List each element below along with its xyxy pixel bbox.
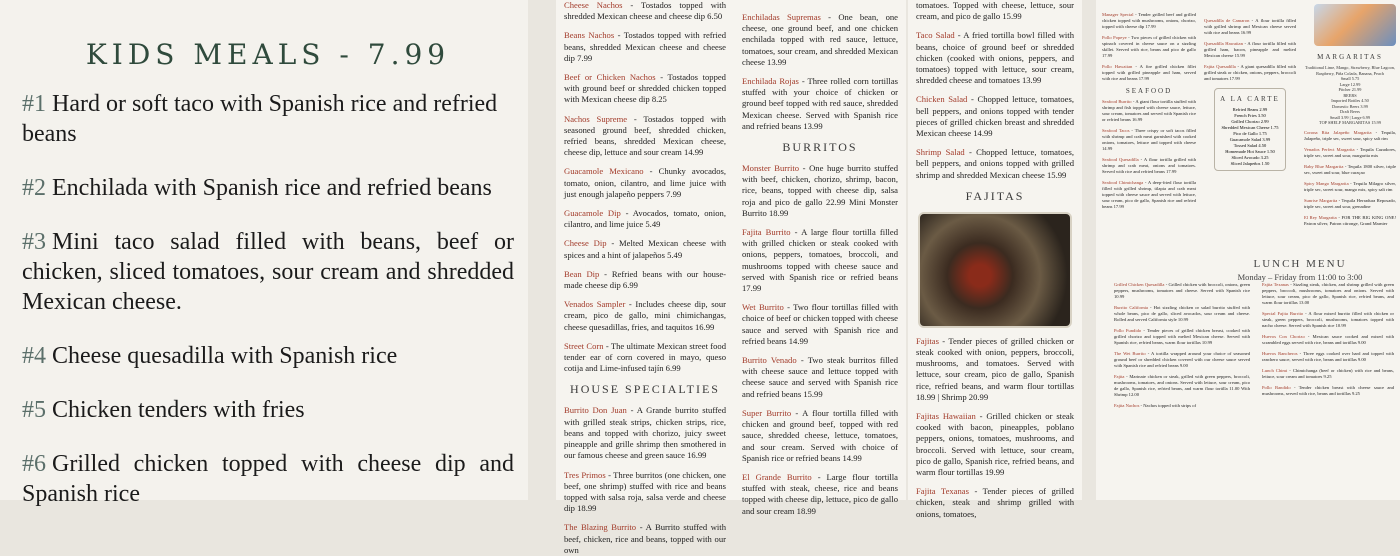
menu-item	[1262, 385, 1394, 397]
menu-item-description: - The ultimate Mexican street food tender ear of corn covered in mayo, queso cotija and Lime-infused tajín 6.99	[564, 340, 727, 374]
menu-item-name: Burrito Don Juan	[564, 405, 627, 416]
kids-meal-number: #6	[22, 451, 46, 477]
drink-line: Small 5.75	[1340, 76, 1360, 81]
menu-item-description: - A flour tortilla filled with grilled ham, bacon, pineapple and melted Mexican cheese 15.99	[1204, 41, 1296, 58]
menu-item	[564, 405, 726, 461]
menu-item-name: Manager Special	[1102, 12, 1134, 17]
menu-item-description: - A flour tortilla filled with chicken and ground beef, topped with red sauce, shredded cheese, lettuce, tomatoes, and sour cream. Served with choice of Spanish rice or refried beans 14.99	[742, 407, 898, 463]
menu-item-name: Lunch Chimi	[1262, 368, 1288, 373]
menu-item-description: - Tender pieces of grilled chicken or steak cooked with onion, peppers, broccoli, mushrooms, and tomatoes. Served with lettuce, sour cream, pico de gallo, Spanish rice, refried beans, and warm flour tortillas 18.99 | Shrimp 20.99	[916, 335, 1074, 402]
menu-item-name: Venados Perfect Margarita	[1304, 146, 1355, 152]
section-heading-burritos: BURRITOS	[782, 140, 858, 155]
menu-item-description: - A giant flour tortilla stuffed with shrimp and fish topped with cheese sauce, lettuce, sour cream, tomatoes and served with Spanish rice or refried beans 16.99	[1102, 99, 1196, 122]
a-la-carte-line: Shredded Mexican Cheese 1.75	[1221, 125, 1279, 130]
menu-item-description: - Tender chicken breast with cheese sauce and mushrooms, served with rice, beans and tortillas 9.25	[1262, 385, 1394, 396]
menu-item-description: - Tender pieces of grilled chicken breast, cooked with grilled chorizo and topped with melted Mexican cheese. Served with Spanish rice, refried beans, warm flour tortillas 10.99	[1114, 328, 1250, 345]
menu-item-description: - A fire grilled chicken fillet topped with grilled pineapple and ham, served with rice and beans 17.99	[1102, 64, 1196, 81]
menu-item	[1102, 180, 1196, 210]
drink-line: TOP SHELF MARGARITAS 15.99	[1319, 120, 1381, 125]
menu-item-description: - A flour mixed burrito filled with chicken or steak, green peppers, broccoli, mushrooms, tomatoes topped with nacho cheese. Served with Spanish rice 10.99	[1262, 311, 1394, 328]
menu-item	[1102, 12, 1196, 30]
menu-item-name: Wet Burrito	[742, 302, 784, 313]
section-heading-fajitas: FAJITAS	[965, 188, 1025, 203]
menu-item-name: Fajitas Hawaiian	[916, 411, 976, 422]
drink-line: Large 12.99	[1339, 81, 1361, 87]
menu-item	[916, 336, 1074, 403]
menu-item-name: Huevos Rancheros	[1262, 351, 1298, 356]
menu-item-description: - Tostados topped with shredded Mexican cheese and cheese dip 6.50	[564, 0, 726, 22]
menu-item-description: - Tequila Cazadores, triple sec, sweet and sour, margarita mix	[1304, 146, 1396, 158]
kids-meal-number: #5	[22, 397, 46, 423]
menu-item	[564, 0, 726, 22]
menu-item	[1102, 99, 1196, 123]
menu-item-name: Burrito Venado	[742, 355, 797, 366]
menu-item-description: - Tostados topped with seasoned ground beef, shredded chicken, refried beans, shredded Mexican cheese, cheese dip, lettuce and sour cream 14.99	[564, 113, 726, 158]
kids-meals-panel	[0, 0, 528, 507]
menu-item-name: Taco Salad	[916, 30, 955, 41]
section-heading-house-specialties: HOUSE SPECIALTIES	[570, 382, 720, 397]
menu-item-description: - Hot sizzling chicken or salad burrito stuffed with whole beans, pico de gallo, sliced avocados, sour cream and cheese. Rolled and served California style 10.99	[1114, 305, 1251, 322]
menu-item-name: Seafood Tacos	[1102, 128, 1130, 133]
menu-item	[916, 486, 1074, 520]
menu-item	[1304, 215, 1396, 227]
menu-column-salads-fajitas	[908, 0, 1082, 519]
menu-item-name: Pollo Bandido	[1262, 385, 1291, 390]
menu-item-description: - A Grande burrito stuffed with grilled steak strips, chicken strips, rice, beans and topped with chorizo, juicy sweet pineapple and grille shrimp then smothered in our famous cheese and green sauce 16.99	[564, 405, 726, 461]
menu-item	[1114, 328, 1250, 346]
menu-item	[742, 472, 898, 517]
menu-item-description: - A deep-fried flour tortilla filled with grilled shrimp, tilapia and crab meat topped with cheese sauce and served with lettuce, sour cream, pico de gallo, Spanish rice and refried beans 17.99	[1102, 180, 1196, 209]
menu-item-name: Fajita Quesadilla	[1204, 64, 1236, 69]
menu-item	[1304, 147, 1396, 159]
menu-item-description: - Large flour tortilla stuffed with steak, cheese, rice and beans topped with cheese dip, lettuce, pico de gallo and sour cream 18.99	[742, 471, 898, 516]
menu-item-name: The Blazing Burrito	[564, 522, 637, 533]
menu-item-description: - A flour tortilla filled with grilled shrimp and Mexican cheese served with rice and beans 16.99	[1204, 18, 1297, 35]
menu-item-name: Monster Burrito	[742, 163, 800, 174]
menu-item-name: Quesadilla Hawaiian	[1204, 41, 1243, 46]
menu-item	[742, 355, 898, 400]
menu-item-description: - A tortilla wrapped around your choice of seasoned ground beef or shredded chicken covered with our cheese sauce served with Spanish rice and refried beans 9.00	[1114, 351, 1250, 368]
menu-item	[916, 94, 1074, 139]
menu-item	[1304, 130, 1396, 142]
menu-column-appetizers	[556, 0, 734, 555]
menu-item-description: - Refried beans with our house-made cheese dip 6.99	[564, 268, 727, 291]
menu-item-description: - A Burrito stuffed with beef, chicken, rice and beans, topped with our own	[564, 522, 726, 555]
menu-item-name: Sunrise Margarita	[1304, 197, 1338, 203]
menu-item-name: Bean Dip	[564, 268, 600, 279]
menu-item-description: - Chunky avocados, tomato, onion, cilantro, and lime juice with just enough jalapeño peppers 7.99	[564, 166, 727, 199]
menu-item-name: Pollo Hawaiian	[1102, 64, 1133, 69]
menu-item-name: Fajita Nachos	[1114, 403, 1140, 408]
menu-item	[1114, 305, 1250, 323]
menu-item-name: Seafood Burrito	[1102, 99, 1132, 104]
kids-meal-item	[22, 395, 514, 425]
menu-item-description: - Tequila Herradura Reposado, triple sec, sweet and sour, grenadine	[1304, 197, 1396, 209]
menu-item-name: Venados Sampler	[564, 299, 626, 310]
drink-line: Domestic Beers 3.99	[1332, 103, 1368, 109]
menu-item	[916, 30, 1074, 86]
lunch-menu-right-column	[1256, 282, 1400, 500]
menu-item-description: - Grilled chicken with broccoli, onions, green peppers, mushrooms, tomatoes and cheese. Served with Spanish rice 10.99	[1114, 282, 1250, 299]
menu-item-name: Pollo Popeye	[1102, 35, 1127, 40]
menu-item	[1102, 128, 1196, 152]
menu-item-name: Enchiladas Supremas	[742, 12, 821, 22]
menu-item-description: - Chopped lettuce, tomatoes, bell peppers, and onions topped with tender pieces of grilled chicken breast and shredded Mexican cheese 14.99	[916, 94, 1074, 139]
menu-item-description: - Three eggs cooked over hard and topped with ranchero sauce, served with rice, beans and tortillas 9.00	[1262, 351, 1395, 362]
menu-item	[564, 114, 726, 159]
kids-meal-number: #2	[22, 175, 46, 201]
menu-item-name: Beef or Chicken Nachos	[564, 72, 656, 83]
menu-item-description: - Tender pieces of grilled chicken, steak and shrimp grilled with onions, tomatoes,	[916, 486, 1074, 519]
menu-item-description: - Mexican sauce cooked and mixed with scrambled eggs served with rice, beans and tortillas 9.00	[1262, 334, 1394, 345]
menu-item-name: El Rey Margarita	[1304, 214, 1337, 220]
drink-line: Traditional Lime, Mango, Strawberry, Blue Lagoon,	[1305, 65, 1395, 70]
menu-item	[564, 299, 726, 333]
menu-item	[1262, 368, 1394, 380]
menu-item-name: Seafood Quesadilla	[1102, 157, 1139, 162]
kids-meal-number: #3	[22, 229, 46, 255]
menu-item-description: - A large flour tortilla filled with grilled chicken or steak cooked with onions, peppers, tomatoes, broccoli, and mushrooms topped with cheese sauce and served with Spanish rice or refried beans 17.99	[742, 227, 898, 294]
menu-item	[742, 76, 898, 132]
menu-item	[1304, 181, 1396, 193]
a-la-carte-line: Homemade Hot Sauce 1.50	[1225, 149, 1275, 154]
kids-meal-text: Grilled chicken topped with cheese dip and Spanish rice	[22, 451, 514, 507]
menu-item-description: - Chopped lettuce, tomatoes, bell peppers, and onions topped with grilled shrimp and shredded Mexican cheese 15.99	[916, 147, 1074, 180]
menu-item-name: Special Fajita Burrito	[1262, 311, 1304, 316]
menu-item	[564, 208, 726, 230]
menu-item-name: Guacamole Dip	[564, 208, 621, 219]
menu-item	[1114, 374, 1250, 398]
menu-item	[564, 341, 726, 375]
menu-item	[1304, 198, 1396, 210]
menu-item	[1102, 35, 1196, 59]
menu-item-description: - Three burritos (one chicken, one beef, one shrimp) stuffed with rice and beans topped with salsa roja, salsa verde and cheese dip 18.99	[564, 469, 726, 514]
a-la-carte-line: Sliced Avocado 3.25	[1231, 155, 1269, 160]
drink-line: Imported Bottles 4.50	[1331, 98, 1369, 103]
menu-item	[1204, 41, 1296, 59]
menu-item-description: - A giant quesadilla filled with grilled steak or chicken, onions, peppers, broccoli and tomatoes 17.99	[1204, 64, 1296, 81]
menu-item-name: Shrimp Salad	[916, 147, 965, 158]
menu-column-burritos	[734, 0, 906, 516]
kids-meal-item	[22, 449, 514, 509]
menu-item-name: Fajitas	[916, 335, 939, 346]
section-heading-margaritas: MARGARITAS	[1317, 53, 1383, 61]
menu-item-description: - Two pieces of grilled chicken with spinach covered in cheese sauce on a sizzling skillet. Served with rice, beans and pico de gallo 17.99	[1102, 35, 1196, 58]
menu-item	[742, 408, 898, 464]
menu-item	[1102, 64, 1196, 82]
kids-meal-item	[22, 173, 514, 203]
menu-item	[1304, 164, 1396, 176]
menu-item-description: - Tender grilled beef and grilled chicken topped with mushrooms, onions, chorizo, topped with cheese dip 17.99	[1102, 12, 1197, 29]
a-la-carte-line: French Fries 3.50	[1234, 113, 1266, 118]
menu-item-name: Huevos Con Chorizo	[1262, 334, 1305, 339]
menu-item	[916, 411, 1074, 478]
kids-meal-text: Chicken tenders with fries	[52, 397, 305, 423]
kids-meal-number: #1	[22, 91, 46, 117]
menu-item-name: Street Corn	[564, 340, 604, 351]
menu-item-name: Guacamole Mexicano	[564, 166, 644, 177]
menu-item-name: Cheese Dip	[564, 238, 607, 249]
menu-item	[564, 522, 726, 556]
fajitas-photo	[918, 212, 1072, 328]
menu-item-description: - Sizzling steak, chicken, and shrimp grilled with green peppers, broccoli, mushrooms, tomatoes and onions. Served with lettuce, sour cream, pico de gallo, Spanish rice, refried beans, and warm flour tortillas 13.00	[1262, 282, 1394, 305]
menu-item	[742, 302, 898, 347]
menu-item-description: - Marinate chicken or steak, grilled with green peppers, broccoli, mushrooms, tomatoes, and onions. Served with lettuce, sour cream, pico de gallo, Spanish rice, refried beans, and warm flour tortilla 11.00 With Shrimp 12.00	[1114, 374, 1250, 397]
kids-meal-text: Cheese quesadilla with Spanish rice	[52, 343, 398, 369]
menu-item	[1204, 18, 1296, 36]
drink-line: BEERS	[1343, 92, 1357, 98]
menu-item	[916, 0, 1074, 22]
menu-item-description: - A fried tortilla bowl filled with beans, choice of ground beef or shredded chicken (cooked with onions, peppers, and tomatoes) topped with lettuce, sour cream, shredded cheese and tomatoes 13.99	[916, 30, 1074, 86]
a-la-carte-line: Refried Beans 2.99	[1232, 107, 1268, 112]
menu-item-description: - Grilled chicken or steak cooked with bacon, pineapples, poblano peppers, onions, tomatoes, mushrooms, and broccoli. Served with lettuce, sour cream, pico de gallo, Spanish rice, refried beans, and warm flour tortillas 19.99	[916, 411, 1074, 478]
kids-meal-item	[22, 227, 514, 317]
section-heading-a-la-carte: A LA CARTE	[1220, 95, 1280, 103]
menu-item-description: - Tostados topped with refried beans, shredded Mexican cheese and cheese dip 7.99	[564, 30, 726, 63]
menu-item	[1114, 403, 1250, 409]
menu-item-name: El Grande Burrito	[742, 471, 812, 482]
lunch-menu-left-column	[1108, 282, 1256, 500]
menu-item-description: - FOR THE BIG KING ONE! Patron silver, Patron citronge, Grand Marnier	[1304, 214, 1396, 226]
a-la-carte-line: Grilled Chorizo 2.99	[1231, 119, 1269, 124]
menu-item	[1262, 282, 1394, 306]
menu-item-name: Enchilada Rojas	[742, 76, 799, 87]
kids-meals-title: KIDS MEALS - 7.99	[85, 38, 451, 71]
drink-line: Raspberry, Piña Colada, Banana, Peach	[1316, 70, 1384, 76]
menu-item-name: Super Burrito	[742, 407, 792, 418]
menu-item	[1102, 157, 1196, 175]
menu-item-name: Fajita	[1114, 374, 1125, 379]
section-heading-seafood: SEAFOOD	[1125, 87, 1173, 95]
menu-item-name: Pollo Fundido	[1114, 328, 1142, 333]
menu-item-description: - Tequila, Jalapeño, triple sec, sweet sour, spicy salt rim	[1304, 129, 1396, 141]
menu-item-description: - Three rolled corn tortillas stuffed with your choice of chicken or ground beef topped with red sauce, shredded Mexican cheese. Served with Spanish rice and refried beans 13.99	[742, 76, 898, 131]
a-la-carte-box	[1214, 88, 1286, 171]
menu-item-description: - Includes cheese dip, sour cream, pico de gallo, mini chimichangas, cheese quesadillas, fries, and taquitos 16.99	[564, 299, 727, 332]
menu-item	[1262, 334, 1394, 346]
margarita-photo	[1314, 4, 1396, 46]
menu-item	[564, 269, 726, 291]
menu-item	[564, 238, 726, 260]
menu-item-name: Burrito California	[1114, 305, 1148, 310]
a-la-carte-line: Sliced Jalapeños 1.50	[1230, 161, 1270, 166]
menu-item-description: - Melted Mexican cheese with spices and a hint of jalapeños 5.49	[564, 238, 726, 260]
menu-item-description: - Two steak burritos filled with cheese sauce and lettuce topped with cheese sauce and served with Spanish rice and refried beans 15.99	[742, 355, 898, 399]
menu-item-description: - Tostados topped with ground beef or shredded chicken topped with Mexican cheese dip 8.25	[564, 72, 726, 105]
kids-meal-number: #4	[22, 343, 46, 369]
menu-item-description: - One bean, one cheese, one ground beef, and one chicken enchilada topped with red sauce, lettuce, tomatoes, sour cream, and shredded Mexican cheese 13.99	[742, 12, 898, 67]
drink-line: Pitcher 21.99	[1338, 87, 1362, 92]
menu-item-description: - Tequila Milagro silver, triple sec, sweet sour, mango mix, spicy salt rim	[1304, 180, 1396, 192]
menu-item	[742, 227, 898, 294]
kids-meal-text: Mini taco salad filled with beans, beef or chicken, sliced tomatoes, sour cream and shredded Mexican cheese.	[22, 229, 514, 315]
menu-item	[742, 12, 898, 68]
menu-item-name: Nachos Supreme	[564, 113, 628, 124]
menu-item	[564, 470, 726, 515]
menu-item-name: Corona Rita Jalapeño Margarita	[1304, 129, 1372, 135]
menu-item	[916, 147, 1074, 181]
menu-item-description: - Nachos topped with strips of	[1139, 403, 1197, 408]
menu-item-description: - A flour tortilla grilled with shrimp and crab meat, onions and tomatoes. Served with rice and refried beans 17.99	[1102, 157, 1196, 174]
menu-item-name: Spicy Mango Margarita	[1304, 180, 1349, 186]
menu-item-description: - Three crispy or soft tacos filled with shrimp and crab meat garnished with cooked onions, tomatoes, lettuce and topped with cheese 14.99	[1102, 128, 1196, 151]
menu-item	[1262, 311, 1394, 329]
a-la-carte-line: Pico de Gallo 1.75	[1233, 131, 1267, 136]
menu-item-name: Fajita Texanas	[1262, 282, 1289, 287]
kids-meals-list	[22, 89, 514, 509]
drink-line: Small 3.99 | Large 6.99	[1329, 114, 1371, 120]
menu-item	[1114, 351, 1250, 369]
menu-item-name: Cheese Nachos	[564, 0, 623, 10]
menu-item-name: Fajita Texanas	[916, 486, 969, 497]
menu-item-name: Tres Primos	[564, 469, 606, 480]
menu-item-description: - Avocados, tomato, onion, cilantro, and lime juice 5.49	[564, 208, 726, 230]
menu-item	[1204, 64, 1296, 82]
menu-item	[1262, 351, 1394, 363]
kids-meal-text: Enchilada with Spanish rice and refried beans	[52, 175, 492, 201]
kids-meal-item	[22, 341, 514, 371]
menu-item-name: Quesadilla de Camaron	[1204, 18, 1250, 23]
menu-item-description: - Tequila 1800 silver, triple sec, sweet and sour, blue curaçao	[1304, 163, 1396, 175]
menu-item-name: Seafood Chimichanga	[1102, 180, 1144, 185]
menu-item-description: tomatoes. Topped with cheese, lettuce, sour cream, and pico de gallo 15.99	[916, 0, 1074, 22]
menu-item-name: Chicken Salad	[916, 94, 968, 105]
menu-item-name: The Wet Burrito	[1114, 351, 1146, 356]
kids-meal-text: Hard or soft taco with Spanish rice and refried beans	[22, 91, 498, 147]
lunch-menu-title: LUNCH MENU	[1253, 258, 1347, 270]
a-la-carte-line: Guacamole Salad 3.99	[1229, 137, 1271, 142]
menu-item	[564, 72, 726, 106]
menu-item-name: Baby Blue Margarita	[1304, 163, 1344, 169]
menu-item	[564, 166, 726, 200]
kids-meal-item	[22, 89, 514, 149]
menu-item-description: - One huge burrito stuffed with beef, chicken, chorizo, shrimp, bacon, rice, beans, topped with cheese dip, salsa roja and pico de gallo 22.99 Mini Monster Burrito 18.99	[742, 163, 898, 218]
menu-item-name: Fajita Burrito	[742, 227, 791, 238]
menu-item-name: Beans Nachos	[564, 30, 615, 41]
a-la-carte-line: Tossed Salad 4.50	[1233, 143, 1267, 148]
menu-item-name: Grilled Chicken Quesadilla	[1114, 282, 1165, 287]
menu-item	[564, 30, 726, 64]
menu-item	[742, 163, 898, 219]
menu-item	[1114, 282, 1250, 300]
drink-line: Draft Beers	[1340, 109, 1360, 114]
lunch-menu-hours: Monday – Friday from 11:00 to 3:00	[1237, 272, 1363, 282]
menu-item-description: - Two flour tortillas filled with choice of beef or chicken topped with cheese sauce and served with Spanish rice and refried beans 14.99	[742, 302, 898, 346]
menu-item-description: - Chimichanga (beef or chicken) with rice and beans, lettuce, sour cream and tomatoes 9.25	[1262, 368, 1394, 379]
